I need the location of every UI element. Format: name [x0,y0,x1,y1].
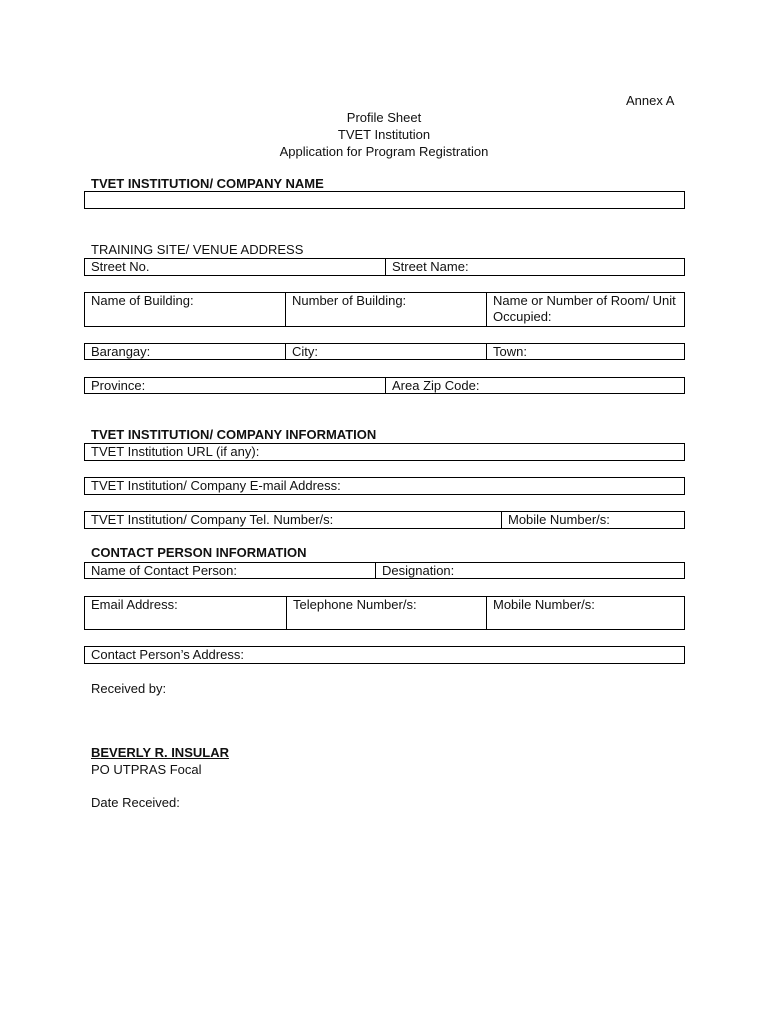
contact-telephone-field[interactable] [286,597,486,629]
contact-address-row [84,646,685,664]
province-row [84,377,685,394]
zip-code-field[interactable] [385,378,684,393]
company-name-field[interactable] [84,191,685,209]
street-no-label: Street No. [91,259,150,274]
province-label: Province: [91,378,146,393]
room-unit-field[interactable] [486,293,684,326]
contact-mobile-label: Mobile Number/s: [493,597,595,612]
locality-row [84,343,685,360]
company-email-label: TVET Institution/ Company E-mail Address: [91,478,341,493]
building-row [84,292,685,327]
town-field[interactable] [486,344,684,359]
company-mobile-label: Mobile Number/s: [508,512,610,527]
contact-email-field[interactable] [85,597,286,629]
date-received-label: Date Received: [91,795,180,810]
street-no-field[interactable] [85,259,385,275]
address-heading: TRAINING SITE/ VENUE ADDRESS [91,242,304,257]
document-subtitle: TVET Institution [337,127,431,142]
signatory-name: BEVERLY R. INSULAR [91,745,229,760]
street-name-label: Street Name: [392,259,469,274]
building-number-field[interactable] [285,293,486,326]
contact-heading: CONTACT PERSON INFORMATION [91,545,307,560]
signatory-title: PO UTPRAS Focal [91,762,202,777]
contact-telephone-label: Telephone Number/s: [293,597,417,612]
contact-email-label: Email Address: [91,597,178,612]
document-title: Profile Sheet [346,110,422,125]
contact-name-field[interactable] [85,563,375,578]
annex-label: Annex A [626,93,675,108]
province-field[interactable] [85,378,385,393]
company-email-row [84,477,685,495]
contact-address-label: Contact Person’s Address: [91,647,244,662]
zip-code-label: Area Zip Code: [392,378,480,393]
url-row [84,443,685,461]
document-purpose: Application for Program Registration [279,144,489,159]
room-unit-label: Name or Number of Room/ Unit Occupied: [493,293,676,324]
city-label: City: [292,344,318,359]
contact-name-label: Name of Contact Person: [91,563,237,578]
designation-field[interactable] [375,563,684,578]
building-name-label: Name of Building: [91,293,194,308]
building-name-field[interactable] [85,293,285,326]
town-label: Town: [493,344,527,359]
company-mobile-field[interactable] [501,512,684,528]
contact-name-row [84,562,685,579]
received-by-label: Received by: [91,681,167,696]
contact-mobile-field[interactable] [486,597,684,629]
city-field[interactable] [285,344,486,359]
company-phone-row [84,511,685,529]
barangay-label: Barangay: [91,344,151,359]
company-tel-label: TVET Institution/ Company Tel. Number/s: [91,512,334,527]
designation-label: Designation: [382,563,455,578]
contact-address-field[interactable] [85,647,684,663]
company-email-field[interactable] [85,478,684,494]
company-name-heading: TVET INSTITUTION/ COMPANY NAME [91,176,324,191]
company-info-heading: TVET INSTITUTION/ COMPANY INFORMATION [91,427,377,442]
barangay-field[interactable] [85,344,285,359]
building-number-label: Number of Building: [292,293,407,308]
company-url-field[interactable] [85,444,684,460]
company-tel-field[interactable] [85,512,501,528]
company-url-label: TVET Institution URL (if any): [91,444,260,459]
street-name-field[interactable] [385,259,684,275]
street-row [84,258,685,276]
company-name-value [85,192,684,208]
contact-details-row [84,596,685,630]
